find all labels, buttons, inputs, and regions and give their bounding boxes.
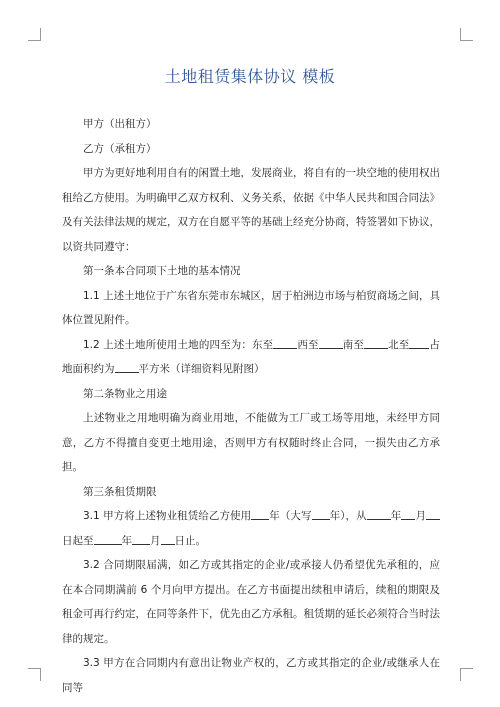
art1-2-area: 占地面积约为 — [62, 338, 441, 375]
start-day-blank — [426, 507, 440, 520]
article-2-body: 上述物业之用地明确为商业用地，不能做为工厂或工场等用地，未经甲方同意，乙方不得擅自变更土地用途，否则甲方有权随时终止合同，一损失由乙方承担。 — [62, 412, 440, 473]
art3-1-year-paren: 年（大写 — [269, 510, 312, 522]
art3-1-month: 月 — [415, 510, 427, 522]
crop-mark-bottom-right — [460, 668, 473, 681]
area-blank — [115, 360, 139, 373]
art3-1-year: 年 — [390, 510, 402, 522]
party-b: 乙方（承租方） — [83, 142, 157, 155]
article-3-3: 3.3 甲方在合同期内有意出让物业产权的，乙方或其指定的企业/或继承人在同等 — [62, 657, 440, 694]
document-body — [62, 112, 440, 700]
start-year-blank — [367, 507, 391, 520]
art3-1-day-to: 日起至 — [62, 534, 94, 547]
west-blank — [319, 336, 343, 349]
art3-1-year2: 年 — [121, 534, 132, 547]
start-month-blank — [401, 507, 415, 520]
art3-1-year-close: 年），从 — [329, 510, 367, 522]
art1-2-west: 西至 — [297, 338, 319, 351]
crop-mark-top-left — [28, 28, 41, 41]
article-1-1: 1.1 上述土地位于广东省东莞市东城区，居于柏洲边市场与柏贸商场之间，具体位置见附件。 — [62, 289, 440, 326]
years-blank — [251, 507, 269, 520]
art3-1-month2: 月 — [150, 534, 161, 547]
east-blank — [273, 336, 297, 349]
end-day-blank — [161, 532, 175, 545]
art1-2-south: 南至 — [342, 338, 364, 351]
art3-1-prefix: 3.1 甲方将上述物业租赁给乙方使用 — [83, 510, 252, 522]
art1-2-north: 北至 — [388, 338, 410, 351]
article-1-title: 第一条本合同项下土地的基本情况 — [83, 265, 241, 277]
end-month-blank — [132, 532, 150, 545]
south-blank — [364, 336, 388, 349]
art1-2-suffix: 平方米（详细资料见附图） — [138, 363, 265, 375]
article-3-1 — [62, 504, 440, 553]
north-blank — [409, 336, 429, 349]
crop-mark-top-right — [460, 28, 473, 41]
party-a: 甲方（出租方） — [83, 118, 157, 130]
article-2-title: 第二条物业之用途 — [83, 387, 167, 400]
article-1-2 — [62, 333, 440, 382]
crop-mark-bottom-left — [28, 668, 41, 681]
intro-paragraph: 甲方为更好地利用自有的闲置土地，发展商业，将自有的一块空地的使用权出租给乙方使用。为明确甲乙双方权利、义务关系，依据《中华人民共和国合同法》及有关法律法规的规定，双方在自愿平等的基础上经充分协商，特签署如下协议，以资共同遵守： — [62, 167, 440, 253]
end-year-blank — [94, 532, 122, 545]
article-3-2: 3.2 合同期限届满，如乙方或其指定的企业/或承接人仍希望优先承租的，应在本合同期满前 6 个月向甲方提出。在乙方书面提出续租申请后，续租的期限及租金可再行约定，在同等条件下，优先由乙方承租。租赁期的延长必须符合当时法律的规定。 — [62, 559, 440, 645]
article-3-title: 第三条租赁期限 — [83, 485, 157, 498]
years-uppercase-blank — [312, 507, 330, 520]
document-title: 土地租赁集体协议 模板 — [164, 67, 336, 86]
art1-2-prefix: 1.2 上述土地所使用土地的四至为：东至 — [83, 338, 274, 351]
art3-1-end: 日止。 — [174, 534, 206, 547]
